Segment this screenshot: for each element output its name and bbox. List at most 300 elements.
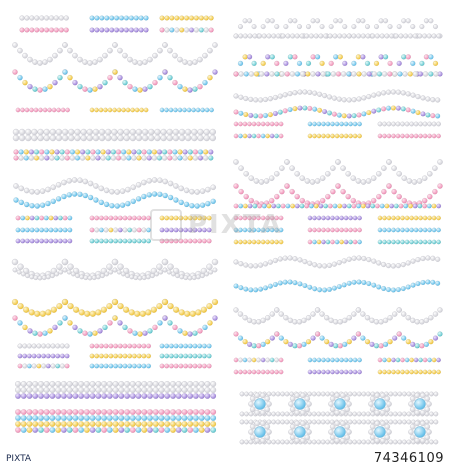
pastel-bead-icon	[411, 109, 416, 114]
pastel-bead-icon	[436, 358, 440, 362]
pearl-bead-icon	[351, 312, 356, 317]
pearl-bead-icon	[380, 34, 385, 39]
pastel-bead-icon	[177, 84, 182, 89]
pastel-bead-icon	[131, 150, 136, 155]
pearl-bead-icon	[278, 94, 283, 99]
pastel-bead-icon	[207, 354, 212, 359]
pearl-bead-icon	[238, 34, 243, 39]
pastel-bead-icon	[107, 427, 113, 433]
pearl-bead-icon	[362, 412, 366, 416]
pastel-bead-icon	[374, 343, 379, 348]
pearl-bead-icon	[433, 312, 438, 317]
pastel-bead-icon	[21, 409, 27, 415]
pearl-bead-icon	[167, 48, 172, 53]
pastel-bead-icon	[99, 344, 104, 349]
pastel-bead-icon	[330, 216, 334, 220]
pastel-bead-icon	[352, 113, 357, 118]
pearl-bead-icon	[155, 272, 159, 276]
pastel-bead-icon	[176, 421, 182, 427]
pastel-bead-icon	[35, 203, 40, 208]
pearl-bead-icon	[240, 392, 244, 396]
pastel-bead-icon	[279, 216, 283, 220]
pastel-bead-icon	[342, 204, 347, 209]
pastel-bead-icon	[399, 204, 404, 209]
pastel-bead-icon	[176, 415, 182, 421]
pearl-bead-icon	[39, 16, 44, 21]
pastel-bead-icon	[97, 328, 102, 333]
pastel-bead-icon	[400, 216, 404, 220]
pastel-bead-icon	[212, 299, 218, 305]
pearl-bead-icon	[357, 412, 361, 416]
pearl-bead-icon	[167, 135, 173, 141]
pearl-bead-icon	[132, 228, 137, 233]
pearl-bead-icon	[170, 387, 176, 393]
pastel-bead-icon	[187, 421, 193, 427]
pastel-bead-icon	[202, 325, 207, 330]
pastel-bead-icon	[305, 72, 310, 77]
pastel-bead-icon	[357, 280, 362, 285]
pastel-bead-icon	[153, 409, 159, 415]
pastel-bead-icon	[142, 409, 148, 415]
pastel-bead-icon	[103, 108, 107, 112]
pastel-bead-icon	[347, 204, 352, 209]
pearl-bead-icon	[184, 188, 189, 193]
pastel-bead-icon	[27, 354, 32, 359]
pearl-bead-icon	[52, 53, 57, 58]
pearl-bead-icon	[177, 57, 182, 62]
pastel-bead-icon	[197, 328, 202, 333]
pearl-bead-icon	[389, 392, 393, 396]
pastel-bead-icon	[256, 134, 260, 138]
pearl-bead-icon	[130, 129, 136, 135]
pastel-bead-icon	[391, 228, 395, 232]
pastel-bead-icon	[55, 150, 60, 155]
pastel-bead-icon	[29, 309, 35, 315]
pastel-bead-icon	[248, 204, 253, 209]
pearl-bead-icon	[117, 48, 122, 53]
pastel-bead-icon	[30, 239, 35, 244]
pearl-bead-icon	[25, 135, 31, 141]
pearl-bead-icon	[417, 178, 422, 183]
pastel-bead-icon	[339, 370, 343, 374]
pastel-bead-icon	[77, 192, 82, 197]
pastel-bead-icon	[370, 204, 375, 209]
pastel-bead-icon	[44, 228, 49, 233]
pearl-bead-icon	[101, 156, 106, 161]
pearl-bead-icon	[361, 19, 366, 24]
pastel-bead-icon	[56, 303, 62, 309]
pastel-bead-icon	[63, 239, 68, 244]
pearl-bead-icon	[407, 440, 411, 444]
pastel-bead-icon	[205, 201, 210, 206]
pastel-bead-icon	[423, 228, 427, 232]
pastel-bead-icon	[409, 370, 413, 374]
pastel-bead-icon	[16, 108, 20, 112]
pastel-bead-icon	[167, 320, 172, 325]
pearl-bead-icon	[352, 256, 357, 261]
pearl-bead-icon	[372, 72, 377, 77]
pearl-bead-icon	[96, 381, 102, 387]
pastel-bead-icon	[160, 216, 165, 221]
pastel-bead-icon	[32, 427, 38, 433]
pastel-bead-icon	[424, 342, 429, 347]
pastel-bead-icon	[326, 72, 331, 77]
pastel-bead-icon	[303, 106, 308, 111]
pearl-bead-icon	[40, 189, 45, 194]
pearl-bead-icon	[256, 358, 260, 362]
pearl-bead-icon	[130, 135, 136, 141]
pastel-bead-icon	[90, 421, 96, 427]
pastel-bead-icon	[25, 239, 30, 244]
pastel-bead-icon	[174, 364, 179, 369]
pearl-bead-icon	[163, 268, 167, 272]
pastel-bead-icon	[162, 69, 167, 74]
pastel-bead-icon	[267, 204, 272, 209]
pearl-bead-icon	[72, 177, 77, 182]
pearl-bead-icon	[61, 381, 67, 387]
pastel-bead-icon	[187, 331, 192, 336]
pastel-bead-icon	[303, 283, 308, 288]
pastel-bead-icon	[90, 311, 96, 317]
pearl-bead-icon	[366, 392, 370, 396]
pastel-bead-icon	[169, 216, 174, 221]
pearl-bead-icon	[56, 129, 62, 135]
pastel-bead-icon	[118, 344, 123, 349]
pearl-bead-icon	[348, 392, 352, 396]
pastel-bead-icon	[67, 393, 73, 399]
pastel-bead-icon	[78, 415, 84, 421]
pastel-bead-icon	[114, 16, 119, 21]
pearl-bead-icon	[111, 129, 117, 135]
pastel-bead-icon	[172, 325, 177, 330]
pearl-bead-icon	[32, 387, 38, 393]
pastel-bead-icon	[238, 204, 243, 209]
pearl-bead-icon	[432, 166, 437, 171]
pearl-bead-icon	[366, 440, 370, 444]
pastel-bead-icon	[206, 303, 212, 309]
pastel-bead-icon	[72, 325, 77, 330]
pearl-bead-icon	[37, 60, 42, 65]
pastel-bead-icon	[130, 415, 136, 421]
pastel-bead-icon	[137, 239, 142, 244]
pastel-bead-icon	[90, 364, 95, 369]
pastel-bead-icon	[187, 393, 193, 399]
pearl-bead-icon	[347, 34, 352, 39]
pastel-bead-icon	[430, 113, 435, 118]
pearl-bead-icon	[27, 381, 33, 387]
pearl-bead-icon	[407, 178, 412, 183]
pearl-bead-icon	[56, 135, 62, 141]
pastel-bead-icon	[189, 16, 194, 21]
pearl-bead-icon	[365, 315, 370, 320]
pearl-bead-icon	[311, 19, 316, 24]
pastel-bead-icon	[283, 61, 288, 66]
pastel-bead-icon	[387, 228, 391, 232]
pastel-bead-icon	[182, 108, 186, 112]
pearl-bead-icon	[198, 135, 204, 141]
pastel-bead-icon	[209, 16, 214, 21]
pastel-bead-icon	[348, 240, 352, 244]
pastel-bead-icon	[169, 344, 174, 349]
pastel-bead-icon	[279, 336, 284, 341]
pearl-bead-icon	[84, 381, 90, 387]
pastel-bead-icon	[239, 285, 244, 290]
pastel-bead-icon	[286, 204, 291, 209]
pearl-bead-icon	[303, 90, 308, 95]
pearl-bead-icon	[403, 34, 408, 39]
pearl-bead-icon	[59, 270, 63, 274]
pastel-bead-icon	[400, 370, 404, 374]
pearl-bead-icon	[289, 412, 293, 416]
pearl-bead-icon	[437, 159, 442, 164]
pastel-bead-icon	[60, 354, 65, 359]
pastel-bead-icon	[65, 108, 69, 112]
pastel-bead-icon	[381, 286, 386, 291]
pastel-bead-icon	[122, 325, 127, 330]
pastel-bead-icon	[202, 344, 207, 349]
pastel-bead-icon	[53, 216, 58, 221]
pastel-bead-icon	[265, 54, 270, 59]
pastel-bead-icon	[44, 28, 49, 33]
jewel-rosette-icon	[328, 393, 351, 415]
pearl-bead-icon	[193, 156, 198, 161]
pastel-bead-icon	[357, 216, 361, 220]
pastel-bead-icon	[73, 427, 79, 433]
pastel-bead-icon	[164, 364, 169, 369]
pastel-bead-icon	[117, 320, 122, 325]
pearl-bead-icon	[243, 96, 248, 101]
pearl-bead-icon	[292, 319, 297, 324]
pearl-bead-icon	[276, 440, 280, 444]
pearl-bead-icon	[289, 420, 293, 424]
pastel-bead-icon	[388, 339, 393, 344]
pastel-bead-icon	[357, 228, 361, 232]
pearl-bead-icon	[172, 53, 177, 58]
pastel-bead-icon	[99, 108, 103, 112]
pearl-bead-icon	[59, 16, 64, 21]
pearl-bead-icon	[212, 259, 218, 265]
pearl-bead-icon	[109, 270, 113, 274]
pastel-bead-icon	[21, 415, 27, 421]
pastel-bead-icon	[432, 370, 436, 374]
pastel-bead-icon	[90, 108, 94, 112]
pearl-bead-icon	[422, 34, 427, 39]
pastel-bead-icon	[109, 344, 114, 349]
pastel-bead-icon	[126, 150, 131, 155]
pastel-bead-icon	[42, 331, 47, 336]
pastel-bead-icon	[44, 156, 49, 161]
pearl-bead-icon	[243, 263, 248, 268]
pearl-bead-icon	[424, 19, 429, 24]
pastel-bead-icon	[32, 409, 38, 415]
pearl-bead-icon	[234, 94, 239, 99]
pastel-bead-icon	[22, 80, 27, 85]
pastel-bead-icon	[119, 393, 125, 399]
pastel-bead-icon	[361, 204, 366, 209]
pastel-bead-icon	[190, 311, 196, 317]
pearl-bead-icon	[131, 185, 136, 190]
pastel-bead-icon	[134, 311, 140, 317]
pastel-bead-icon	[243, 339, 248, 344]
pastel-bead-icon	[326, 134, 330, 138]
pearl-bead-icon	[61, 387, 67, 393]
pearl-bead-icon	[269, 72, 274, 77]
pearl-bead-icon	[419, 319, 424, 324]
pastel-bead-icon	[22, 354, 27, 359]
pearl-bead-icon	[168, 264, 174, 270]
pastel-bead-icon	[15, 409, 21, 415]
pearl-bead-icon	[130, 381, 136, 387]
pastel-bead-icon	[109, 16, 114, 21]
pastel-bead-icon	[193, 393, 199, 399]
pastel-bead-icon	[367, 72, 372, 77]
pearl-bead-icon	[428, 315, 433, 320]
pearl-bead-icon	[123, 228, 128, 233]
pearl-bead-icon	[157, 48, 162, 53]
pearl-bead-icon	[173, 135, 179, 141]
pastel-bead-icon	[146, 354, 151, 359]
pastel-bead-icon	[167, 150, 172, 155]
pastel-bead-icon	[183, 344, 188, 349]
pastel-bead-icon	[94, 108, 98, 112]
pastel-bead-icon	[29, 150, 34, 155]
pearl-bead-icon	[234, 308, 239, 313]
pearl-bead-icon	[31, 135, 37, 141]
pastel-bead-icon	[67, 421, 73, 427]
pearl-bead-icon	[34, 16, 39, 21]
pearl-bead-icon	[67, 387, 73, 393]
pastel-bead-icon	[25, 28, 30, 33]
pearl-bead-icon	[46, 275, 50, 279]
pearl-bead-icon	[436, 34, 441, 39]
pearl-bead-icon	[193, 381, 199, 387]
pearl-bead-icon	[432, 122, 436, 126]
pearl-bead-icon	[357, 440, 361, 444]
pastel-bead-icon	[197, 354, 202, 359]
pastel-bead-icon	[29, 28, 34, 33]
pearl-bead-icon	[366, 420, 370, 424]
pastel-bead-icon	[62, 315, 67, 320]
pastel-bead-icon	[82, 331, 87, 336]
pearl-bead-icon	[388, 24, 393, 29]
pastel-bead-icon	[164, 415, 170, 421]
pastel-bead-icon	[95, 16, 100, 21]
pastel-bead-icon	[312, 370, 316, 374]
pastel-bead-icon	[304, 204, 309, 209]
pearl-bead-icon	[397, 171, 402, 176]
pastel-bead-icon	[32, 393, 38, 399]
pastel-bead-icon	[45, 309, 51, 315]
pastel-bead-icon	[130, 108, 134, 112]
pastel-bead-icon	[182, 87, 187, 92]
pearl-bead-icon	[376, 171, 381, 176]
pearl-bead-icon	[162, 42, 167, 47]
pearl-bead-icon	[366, 34, 371, 39]
pastel-bead-icon	[153, 427, 159, 433]
pastel-bead-icon	[428, 72, 433, 77]
pastel-bead-icon	[123, 344, 128, 349]
pearl-bead-icon	[406, 92, 411, 97]
pearl-bead-icon	[307, 420, 311, 424]
pastel-bead-icon	[27, 427, 33, 433]
pearl-bead-icon	[94, 228, 99, 233]
pearl-bead-icon	[351, 176, 356, 181]
pastel-bead-icon	[353, 240, 357, 244]
pearl-bead-icon	[427, 171, 432, 176]
pastel-bead-icon	[34, 150, 39, 155]
pastel-bead-icon	[386, 287, 391, 292]
pearl-bead-icon	[205, 187, 210, 192]
pearl-bead-icon	[96, 387, 102, 393]
pastel-bead-icon	[238, 370, 242, 374]
pastel-bead-icon	[335, 228, 339, 232]
pearl-bead-icon	[25, 129, 31, 135]
pastel-bead-icon	[87, 87, 92, 92]
pastel-bead-icon	[182, 393, 188, 399]
pastel-bead-icon	[383, 54, 388, 59]
pearl-bead-icon	[136, 182, 141, 187]
pearl-bead-icon	[247, 318, 252, 323]
pastel-bead-icon	[124, 427, 130, 433]
pastel-bead-icon	[270, 358, 274, 362]
pastel-bead-icon	[177, 328, 182, 333]
pastel-bead-icon	[274, 194, 279, 199]
pastel-bead-icon	[42, 87, 47, 92]
pearl-bead-icon	[194, 28, 199, 33]
pastel-bead-icon	[234, 228, 238, 232]
pearl-bead-icon	[200, 189, 205, 194]
pearl-bead-icon	[434, 420, 438, 424]
pearl-bead-icon	[376, 92, 381, 97]
pearl-bead-icon	[153, 381, 159, 387]
pastel-bead-icon	[270, 240, 274, 244]
pastel-bead-icon	[113, 364, 118, 369]
pastel-bead-icon	[35, 228, 40, 233]
pastel-bead-icon	[107, 409, 113, 415]
pastel-bead-icon	[371, 283, 376, 288]
pastel-bead-icon	[90, 216, 95, 221]
pastel-bead-icon	[418, 240, 422, 244]
pearl-bead-icon	[161, 129, 167, 135]
pastel-bead-icon	[293, 106, 298, 111]
pastel-bead-icon	[421, 112, 426, 117]
pastel-bead-icon	[15, 427, 21, 433]
pastel-bead-icon	[99, 228, 104, 233]
pastel-bead-icon	[234, 240, 238, 244]
pearl-bead-icon	[371, 392, 375, 396]
pastel-bead-icon	[142, 150, 147, 155]
pastel-bead-icon	[119, 409, 125, 415]
pastel-bead-icon	[391, 288, 396, 293]
pastel-bead-icon	[18, 364, 23, 369]
pastel-bead-icon	[142, 427, 148, 433]
pastel-bead-icon	[152, 150, 157, 155]
pearl-bead-icon	[97, 57, 102, 62]
pastel-bead-icon	[67, 192, 72, 197]
pearl-bead-icon	[371, 93, 376, 98]
pastel-bead-icon	[265, 339, 270, 344]
pastel-bead-icon	[142, 415, 148, 421]
pearl-bead-icon	[244, 392, 248, 396]
pastel-bead-icon	[335, 240, 339, 244]
pearl-bead-icon	[60, 364, 65, 369]
pastel-bead-icon	[157, 192, 162, 197]
pearl-bead-icon	[398, 440, 402, 444]
pastel-bead-icon	[270, 54, 275, 59]
pastel-bead-icon	[243, 54, 248, 59]
pastel-bead-icon	[39, 150, 44, 155]
pearl-bead-icon	[32, 344, 37, 349]
